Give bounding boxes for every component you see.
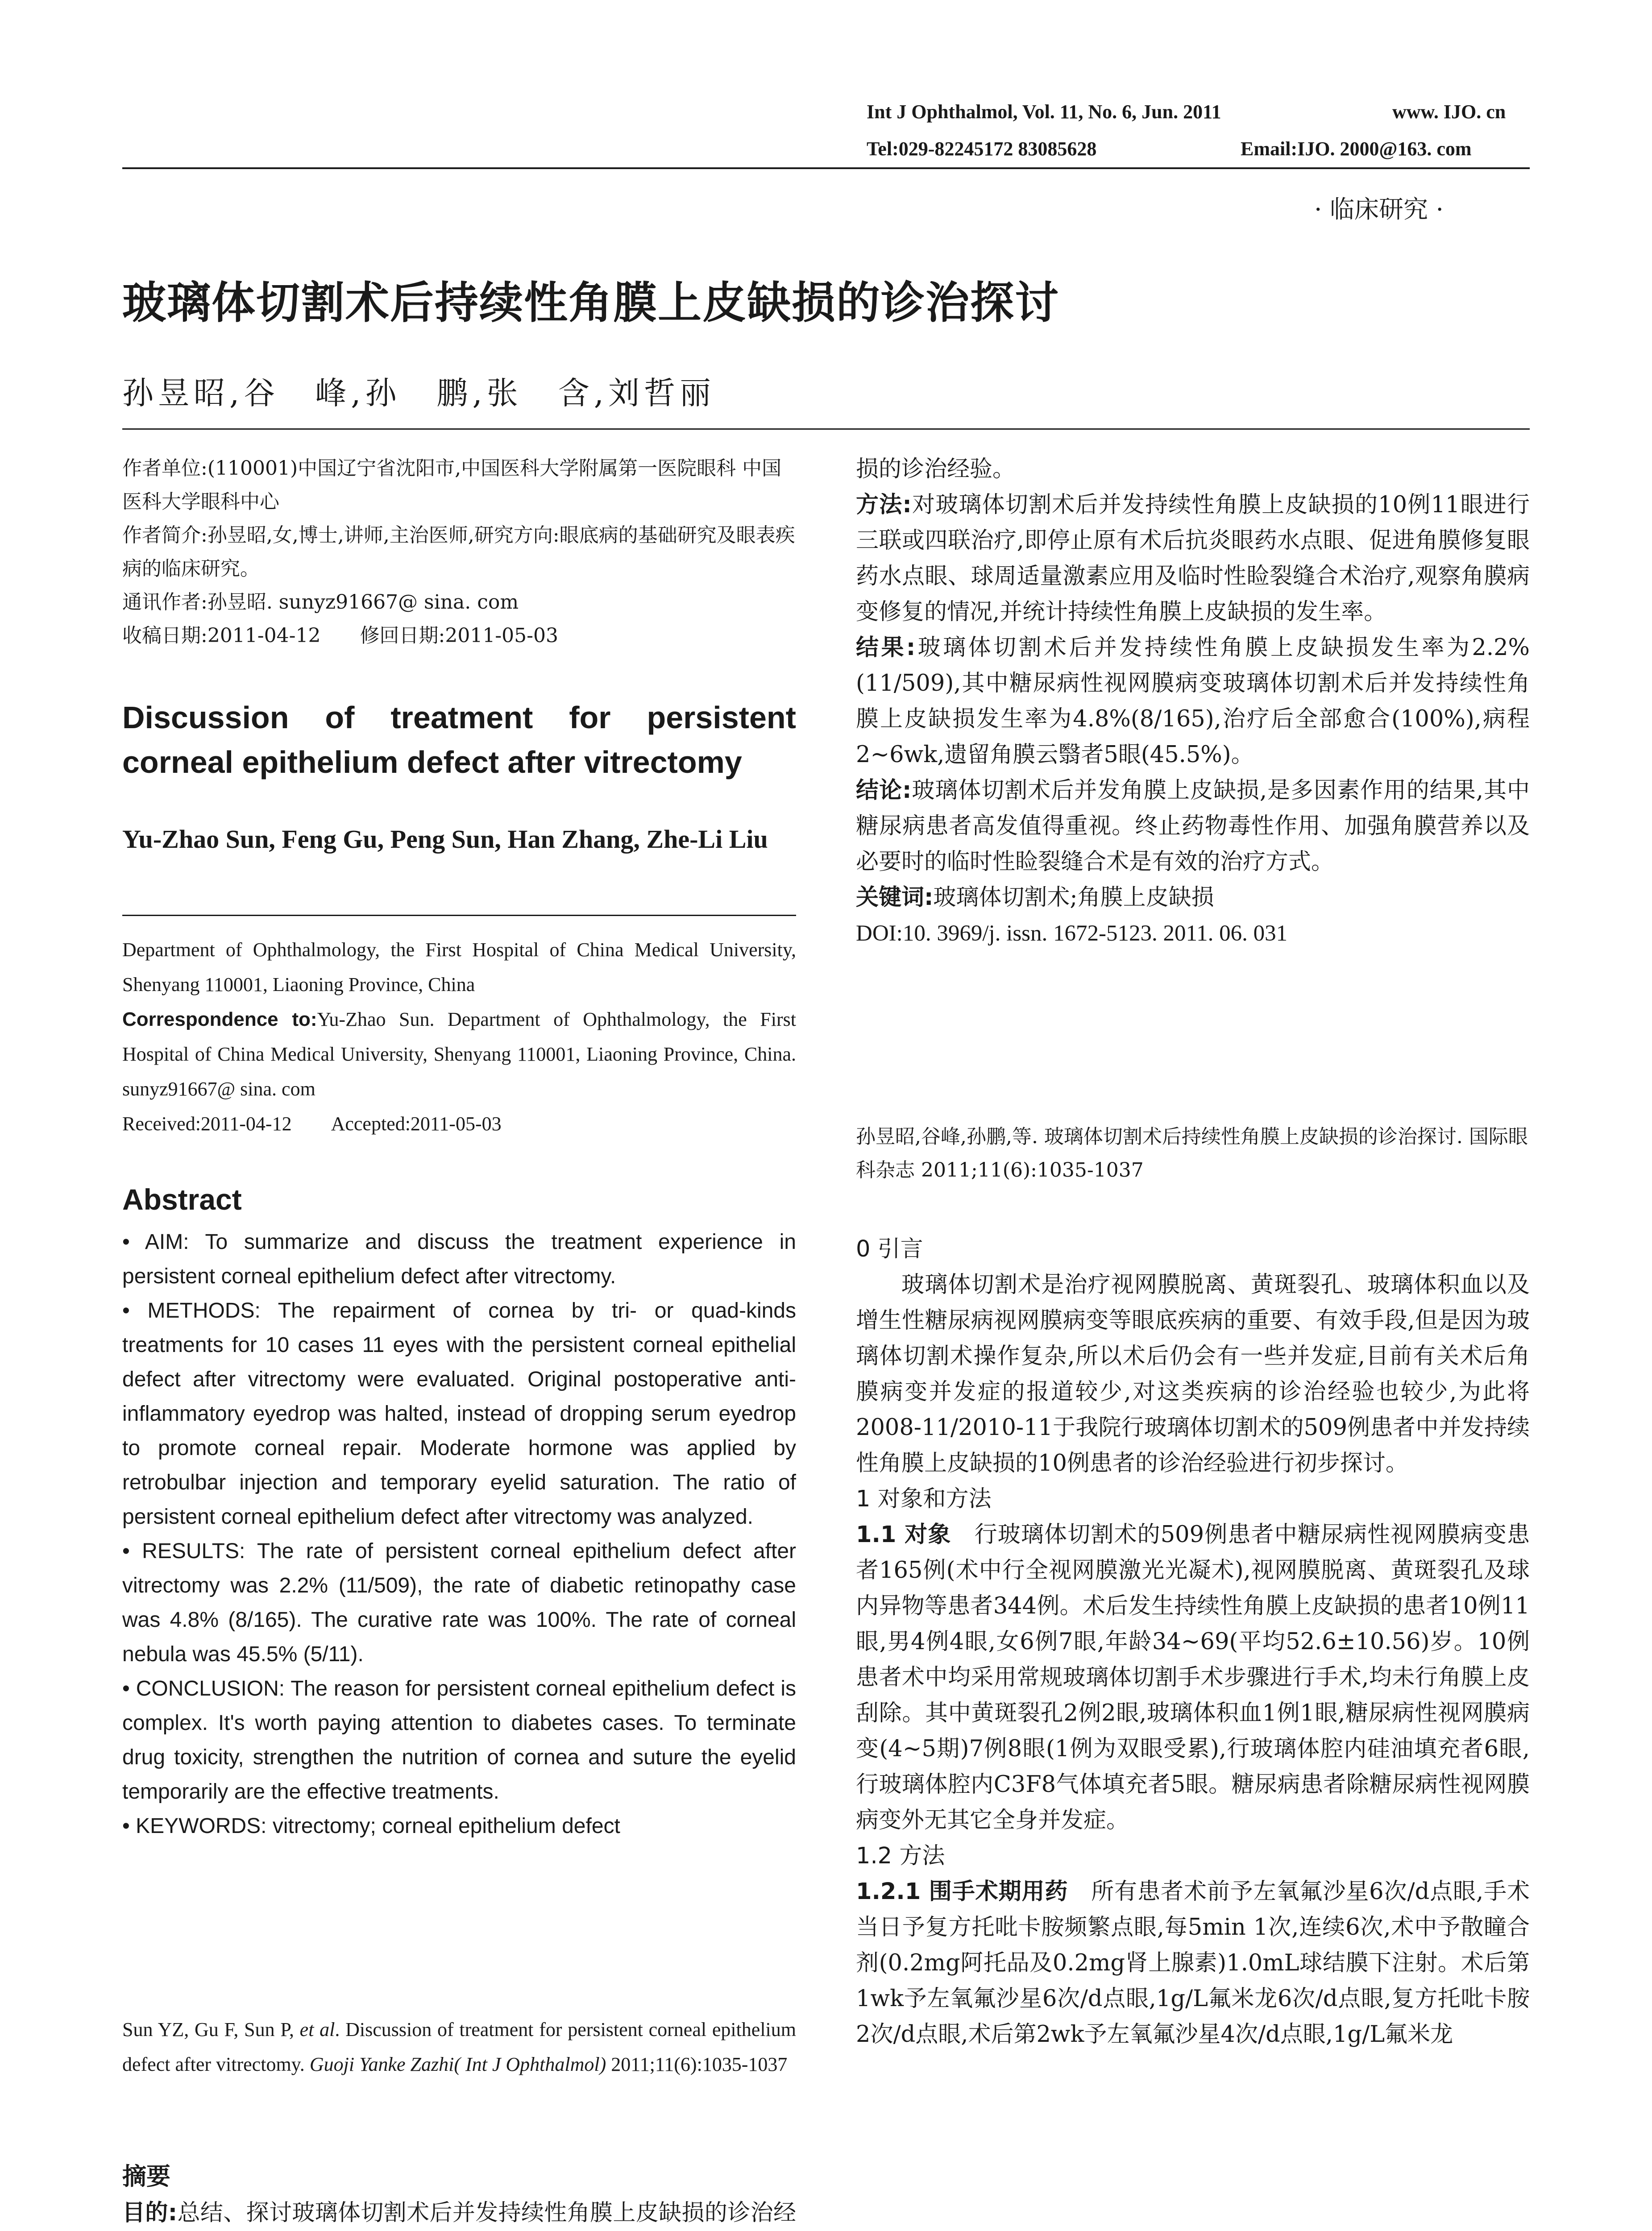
english-authors: Yu-Zhao Sun, Feng Gu, Peng Sun, Han Zhang, Zhe-Li Liu (122, 825, 768, 854)
dates-en: Received:2011-04-12 Accepted:2011-05-03 (122, 1113, 502, 1135)
section-1-1-text: 行玻璃体切割术的509例患者中糖尿病性视网膜病变患者165例(术中行全视网膜激光光凝术),视网膜脱离、黄斑裂孔及球内异物等患者344例。术后发生持续性角膜上皮缺损的患者10例11眼,男4例4眼,女6例7眼,年龄34~69(平均52.6±10.56)岁。10例患者术中均采用常规玻璃体切割手术步骤进行手术,均未行角膜上皮刮除。其中黄斑裂孔2例2眼,玻璃体积血1例1眼,糖尿病性视网膜病变(4~5期)7例8眼(1例为双眼受累),行玻璃体腔内硅油填充者6眼,行玻璃体腔内C3F8气体填充者5眼。糖尿病患者除糖尿病性视网膜病变外无其它全身并发症。 (856, 1522, 1530, 1833)
correspondence-cn: 通讯作者:孙昱昭. sunyz91667@ sina. com (122, 591, 519, 614)
section-1-1 (856, 1517, 1530, 1838)
journal-website: www. IJO. cn (1392, 101, 1506, 123)
journal-line: Int J Ophthalmol, Vol. 11, No. 6, Jun. 2011 (867, 101, 1221, 123)
results-label: 结果: (856, 634, 916, 661)
section-1-2-heading: 1.2 方法 (856, 1843, 945, 1869)
article-body (856, 1232, 1530, 2053)
conclusion-text: 玻璃体切割术后并发角膜上皮缺损,是多因素作用的结果,其中糖尿病患者高发值得重视。终止药物毒性作用、加强角膜营养以及必要时的临时性睑裂缝合术是有效的治疗方式。 (856, 777, 1530, 875)
english-title: Discussion of treatment for persistent corneal epithelium defect after vitrectomy (122, 700, 796, 780)
abstract-cn-results (856, 630, 1530, 773)
abstract-cn-aim-start (122, 2195, 796, 2231)
aim-continued: 损的诊治经验。 (856, 456, 1016, 482)
abstract-conclusion: • CONCLUSION: The reason for persistent corneal epithelium defect is complex. It's worth paying attention to diabetes cases. To terminate drug toxicity, strengthen the nutrition of cornea and suture the eyelid temporarily are the effective treatments. (122, 1677, 796, 1804)
title-rule (122, 428, 1530, 430)
header-rule (122, 167, 1530, 169)
citation-en-authors: Sun YZ, Gu F, Sun P, (122, 2019, 300, 2040)
intro-heading: 0 引言 (856, 1236, 923, 1262)
section-1-2-1-text: 所有患者术前予左氧氟沙星6次/d点眼,手术当日予复方托吡卡胺频繁点眼,每5min 1次,连续6次,术中予散瞳合剂(0.2mg阿托品及0.2mg肾上腺素)1.0mL球结膜下注射。术后第1wk予左氧氟沙星6次/d点眼,1g/L氟米龙6次/d点眼,复方托吡卡胺2次/d点眼,术后第2wk予左氧氟沙星4次/d点眼,1g/L氟米龙 (856, 1879, 1530, 2048)
methods-text: 对玻璃体切割术后并发持续性角膜上皮缺损的10例11眼进行三联或四联治疗,即停止原有术后抗炎眼药水点眼、促进角膜修复眼药水点眼、球周适量激素应用及临时性睑裂缝合术治疗,观察角膜病变修复的情况,并统计持续性角膜上皮缺损的发生率。 (856, 492, 1530, 625)
author-info (122, 452, 796, 652)
abstract-cn-aim-left (122, 2195, 796, 2231)
methods-label: 方法: (856, 492, 912, 518)
affiliation-en (122, 933, 796, 1141)
email-line: Email:IJO. 2000@163. com (1241, 138, 1472, 160)
citation-en-journal: Guoji Yanke Zazhi( Int J Ophthalmol) (309, 2053, 606, 2075)
abstract-cn-keywords (856, 880, 1530, 916)
abstract-keywords: • KEYWORDS: vitrectomy; corneal epithelium defect (122, 1814, 620, 1838)
section-1-1-label: 1.1 对象 (856, 1522, 951, 1548)
citation-en-etal: et al (299, 2019, 335, 2040)
affiliation-cn: 作者单位:(110001)中国辽宁省沈阳市,中国医科大学附属第一医院眼科 中国医科大学眼科中心 (122, 457, 782, 513)
correspondence-en (122, 1002, 796, 1107)
page-title: 玻璃体切割术后持续性角膜上皮缺损的诊治探讨 (122, 278, 1060, 328)
department-en: Department of Ophthalmology, the First Hospital of China Medical University, Shenyang 110001, Liaoning Province, China (122, 939, 796, 995)
correspondence-text: Yu-Zhao Sun. Department of Ophthalmology, the First Hospital of China Medical University, Shenyang 110001, Liaoning Province, China. sunyz91667@ sina. com (122, 1008, 796, 1100)
section1-heading: 1 对象和方法 (856, 1486, 992, 1512)
keywords-text: 玻璃体切割术;角膜上皮缺损 (933, 884, 1214, 911)
citation-en (122, 2012, 796, 2082)
section-1-2-1-label: 1.2.1 围手术期用药 (856, 1879, 1068, 1905)
abstract-cn-heading: 摘要 (122, 2162, 170, 2190)
authors-rule (122, 915, 796, 916)
abstract-en (122, 1225, 796, 1843)
author-bio: 作者简介:孙昱昭,女,博士,讲师,主治医师,研究方向:眼底病的基础研究及眼表疾病的临床研究。 (122, 524, 795, 580)
authors-cn: 孙昱昭,谷 峰,孙 鹏,张 含,刘哲丽 (122, 375, 716, 411)
abstract-cn-methods (856, 487, 1530, 630)
abstract-heading: Abstract (122, 1183, 242, 1216)
aim-text-left: 总结、探讨玻璃体切割术后并发持续性角膜上皮缺损的诊治经 (177, 2200, 796, 2226)
abstract-cn (856, 452, 1530, 951)
tel-line: Tel:029-82245172 83085628 (867, 138, 1097, 160)
abstract-results: • RESULTS: The rate of persistent corneal epithelium defect after vitrectomy was 2.2% (11/509), the rate of diabetic retinopathy case was 4.8% (8/165). The curative rate was 100%. The rate of corneal nebula was 45.5% (5/11). (122, 1539, 796, 1666)
citation-cn-text: 孙昱昭,谷峰,孙鹏,等. 玻璃体切割术后持续性角膜上皮缺损的诊治探讨. 国际眼科杂志 2011;11(6):1035-1037 (856, 1125, 1528, 1182)
citation-en-issue: 2011;11(6):1035-1037 (606, 2053, 788, 2075)
citation-cn (856, 1120, 1530, 1187)
doi: DOI:10. 3969/j. issn. 1672-5123. 2011. 06. 031 (856, 921, 1288, 946)
conclusion-label: 结论: (856, 777, 912, 804)
abstract-aim: • AIM: To summarize and discuss the treatment experience in persistent corneal epithelium defect after vitrectomy. (122, 1230, 796, 1288)
results-text: 玻璃体切割术后并发持续性角膜上皮缺损发生率为2.2%(11/509),其中糖尿病性视网膜病变玻璃体切割术后并发持续性角膜上皮缺损发生率为4.8%(8/165),治疗后全部愈合(100%),病程2~6wk,遗留角膜云翳者5眼(45.5%)。 (856, 634, 1530, 768)
section-1-2-1 (856, 1874, 1530, 2053)
correspondence-label: Correspondence to: (122, 1008, 317, 1030)
section-tag: · 临床研究 · (1314, 195, 1444, 224)
abstract-methods: • METHODS: The repairment of cornea by tri- or quad-kinds treatments for 10 cases 11 eyes with the persistent corneal epithelial defect after vitrectomy were evaluated. Original postoperative anti-inflammatory eyedrop was halted, instead of dropping serum eyedrop to promote corneal repair. Moderate hormone was applied by retrobulbar injection and temporary eyelid saturation. The ratio of persistent corneal epithelium defect after vitrectomy was analyzed. (122, 1299, 796, 1529)
aim-label: 目的: (122, 2200, 178, 2226)
intro-paragraph: 玻璃体切割术是治疗视网膜脱离、黄斑裂孔、玻璃体积血以及增生性糖尿病视网膜病变等眼底疾病的重要、有效手段,但是因为玻璃体切割术操作复杂,所以术后仍会有一些并发症,目前有关术后角膜病变并发症的报道较少,对这类疾病的诊治经验也较少,为此将2008-11/2010-11于我院行玻璃体切割术的509例患者中并发持续性角膜上皮缺损的10例患者的诊治经验进行初步探讨。 (856, 1272, 1530, 1476)
dates-cn: 收稿日期:2011-04-12 修回日期:2011-05-03 (122, 624, 559, 647)
abstract-cn-conclusion (856, 773, 1530, 880)
citation-en-title: . Discussion of treatment for persistent corneal epithelium defect after vitrectomy. (122, 2019, 797, 2075)
keywords-label: 关键词: (856, 884, 934, 911)
